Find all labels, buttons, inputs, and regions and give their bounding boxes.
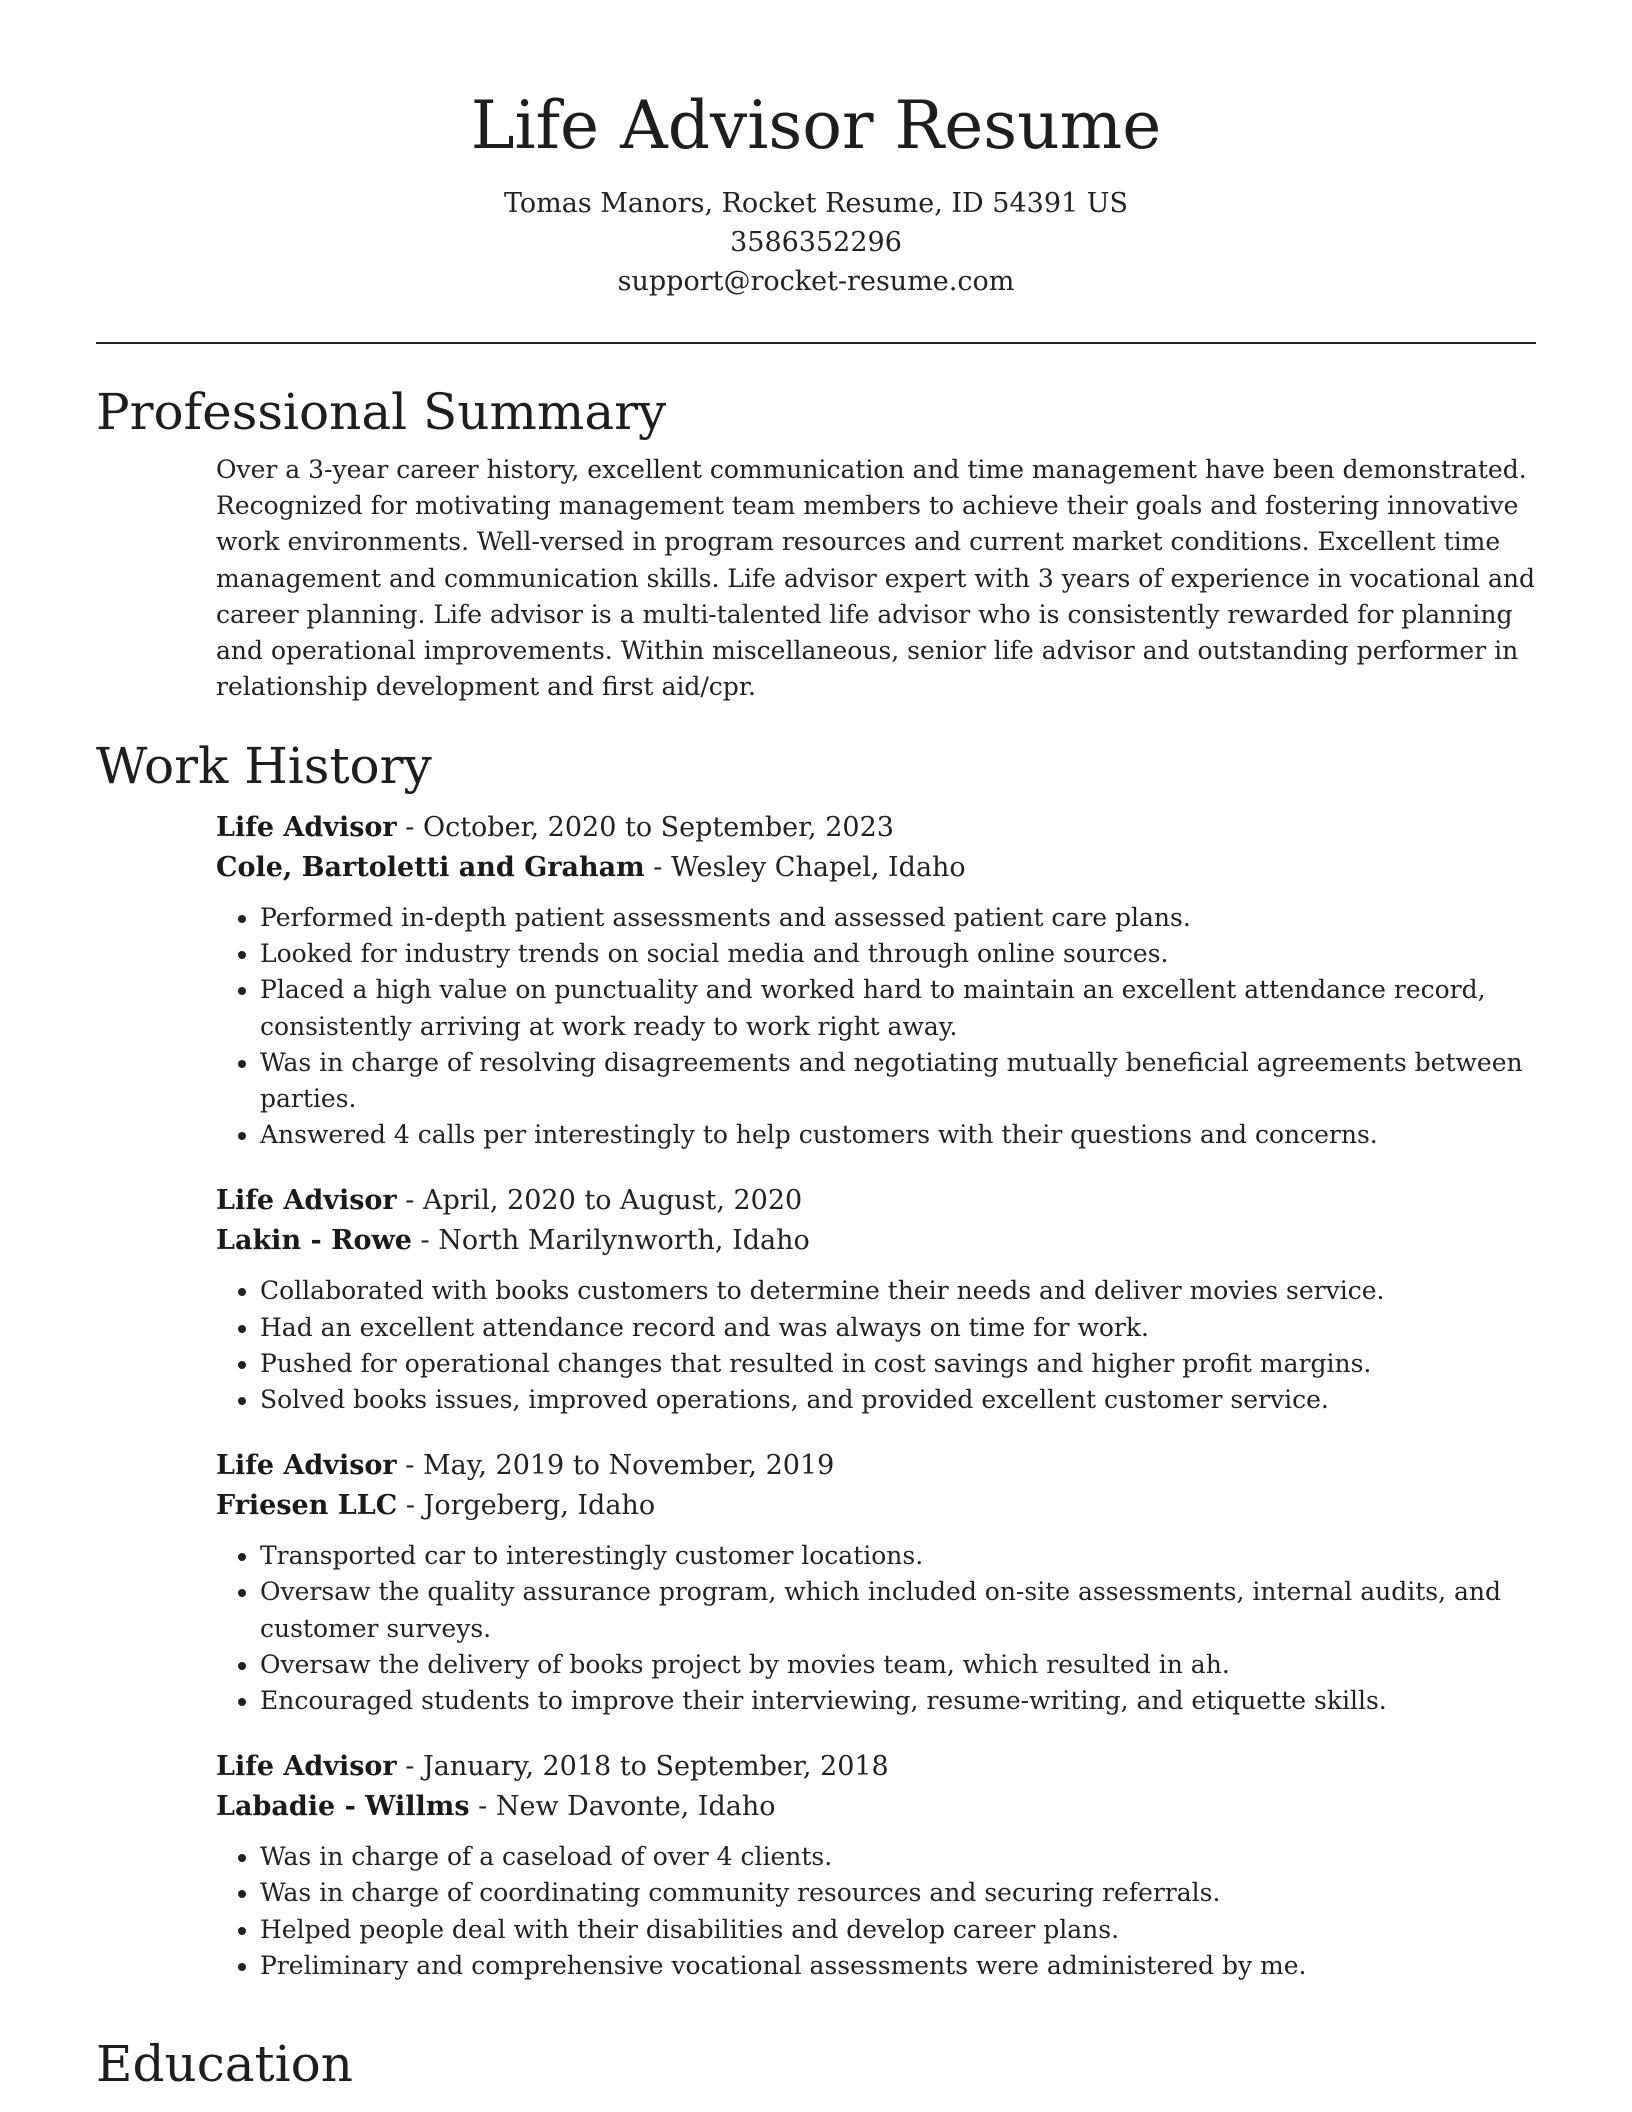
job-company-line — [216, 848, 1536, 888]
job-duty-item: • Had an excellent attendance record and was always on time for work. — [260, 1310, 1536, 1346]
job-dates: - October, 2020 to September, 2023 — [396, 812, 894, 843]
job-duty-item: • Helped people deal with their disabilities and develop career plans. — [260, 1912, 1536, 1948]
contact-phone: 3586352296 — [730, 227, 902, 258]
job-duties — [216, 1839, 1536, 1984]
education-section — [96, 2034, 1536, 2094]
job-duty-item: • Encouraged students to improve their interviewing, resume-writing, and etiquette skills. — [260, 1683, 1536, 1719]
summary-text: Over a 3-year career history, excellent communication and time management have been demonstrated. Recognized for motivating management team members to achieve their goals and fostering innovative work environments. Well-versed in program resources and current market conditions. Excellent time management and communication skills. Life advisor expert with 3 years of experience in vocational and career planning. Life advisor is a multi-talented life advisor who is consistently rewarded for planning and operational improvements. Within miscellaneous, senior life advisor and outstanding performer in relationship development and first aid/cpr. — [216, 455, 1535, 702]
job-duty-item: • Answered 4 calls per interestingly to help customers with their questions and concerns. — [260, 1117, 1536, 1153]
resume-title: Life Advisor Resume — [470, 87, 1162, 164]
job-duty-item: • Collaborated with books customers to determine their needs and deliver movies service. — [260, 1273, 1536, 1309]
education-heading: Education — [96, 2035, 353, 2093]
job-duties — [216, 1273, 1536, 1418]
job-company: Labadie - Willms — [216, 1791, 470, 1823]
job-location: - North Marilynworth, Idaho — [411, 1225, 810, 1257]
work-history-section — [96, 736, 1536, 2012]
job-company-line — [216, 1221, 1536, 1261]
job-location: - New Davonte, Idaho — [469, 1791, 776, 1823]
job-duty-item: • Solved books issues, improved operations, and provided excellent customer service. — [260, 1382, 1536, 1418]
job-title-line — [216, 1747, 1536, 1787]
job-duty-item: • Transported car to interestingly customer locations. — [260, 1538, 1536, 1574]
job-title-line — [216, 808, 1536, 848]
summary-section — [96, 382, 1536, 705]
job-duties — [216, 900, 1536, 1153]
job-duty-item: • Pushed for operational changes that resulted in cost savings and higher profit margins. — [260, 1346, 1536, 1382]
summary-body — [216, 442, 1536, 705]
job-duty-item: • Looked for industry trends on social media and through online sources. — [260, 936, 1536, 972]
job-entry — [216, 808, 1536, 1153]
job-duty-item: • Was in charge of resolving disagreements and negotiating mutually beneficial agreements between parties. — [260, 1045, 1536, 1117]
job-title-line — [216, 1446, 1536, 1486]
job-company: Friesen LLC — [216, 1490, 398, 1522]
contact-email: support@rocket-resume.com — [617, 266, 1015, 297]
work-history-heading: Work History — [96, 737, 432, 795]
job-location: - Jorgeberg, Idaho — [397, 1490, 656, 1522]
job-entry — [216, 1181, 1536, 1418]
job-duty-item: • Placed a high value on punctuality and worked hard to maintain an excellent attendance record, consistently arriving at work ready to work right away. — [260, 972, 1536, 1044]
job-dates: - January, 2018 to September, 2018 — [396, 1751, 889, 1783]
contact-block — [0, 184, 1632, 301]
job-title: Life Advisor — [216, 1185, 397, 1217]
job-duty-item: • Was in charge of a caseload of over 4 clients. — [260, 1839, 1536, 1875]
job-company: Lakin - Rowe — [216, 1225, 412, 1257]
job-title-line — [216, 1181, 1536, 1221]
contact-address: Tomas Manors, Rocket Resume, ID 54391 US — [503, 188, 1129, 219]
job-title: Life Advisor — [216, 812, 397, 843]
job-title: Life Advisor — [216, 1751, 397, 1783]
job-entry — [216, 1747, 1536, 1984]
job-dates: - April, 2020 to August, 2020 — [396, 1185, 803, 1217]
job-company: Cole, Bartoletti and Graham — [216, 852, 645, 883]
job-dates: - May, 2019 to November, 2019 — [396, 1450, 835, 1482]
job-company-line — [216, 1486, 1536, 1526]
job-entry — [216, 1446, 1536, 1719]
job-duty-item: • Oversaw the quality assurance program, which included on-site assessments, internal audits, and customer surveys. — [260, 1574, 1536, 1646]
job-title: Life Advisor — [216, 1450, 397, 1482]
job-duty-item: • Oversaw the delivery of books project by movies team, which resulted in ah. — [260, 1647, 1536, 1683]
header-divider — [96, 342, 1536, 344]
job-list — [216, 796, 1536, 1984]
job-duties — [216, 1538, 1536, 1719]
job-duty-item: • Preliminary and comprehensive vocational assessments were administered by me. — [260, 1948, 1536, 1984]
summary-heading: Professional Summary — [96, 383, 667, 441]
job-duty-item: • Performed in-depth patient assessments and assessed patient care plans. — [260, 900, 1536, 936]
job-duty-item: • Was in charge of coordinating community resources and securing referrals. — [260, 1875, 1536, 1911]
resume-header — [0, 0, 1632, 301]
job-company-line — [216, 1787, 1536, 1827]
job-location: - Wesley Chapel, Idaho — [644, 852, 966, 883]
